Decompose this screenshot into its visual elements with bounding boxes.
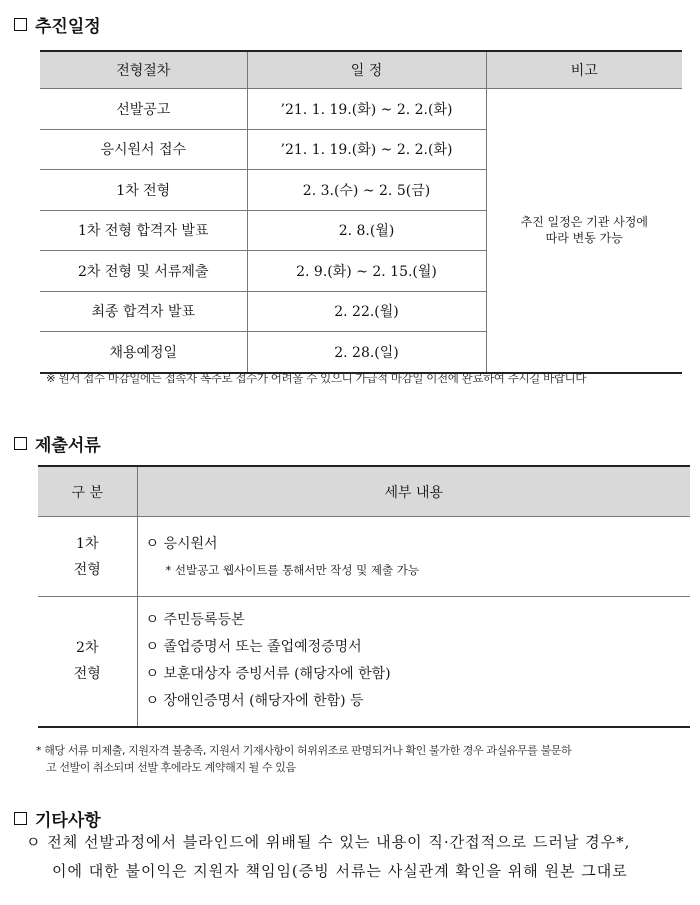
date-cell: ’21. 1. 19.(화) ~ 2. 2.(화) [247,129,486,170]
schedule-header-row [40,51,682,89]
table-row [40,89,682,130]
stage1-subnote: * 선발공고 웹사이트를 통해서만 작성 및 제출 가능 [165,563,420,577]
date-cell: 2. 9.(화) ~ 2. 15.(월) [247,251,486,292]
step-cell: 채용예정일 [40,332,247,373]
date-cell: 2. 8.(월) [247,210,486,251]
etc-line-2: 이에 대한 불이익은 지원자 책임임(증빙 서류는 사실관계 확인을 위해 원본 그대로 [52,862,628,880]
details-cell [137,597,690,727]
table-row [38,597,690,727]
checkbox-square-icon [14,18,27,31]
list-item: ㅇ 응시원서 [145,536,218,552]
etc-line-1: ㅇ 전체 선발과정에서 블라인드에 위배될 수 있는 내용이 직·간접적으로 드러날 경우*, [26,833,631,851]
header-note: 비고 [486,51,682,89]
schedule-table [40,50,682,374]
note-cell: 추진 일정은 기관 사정에 따라 변동 가능 [486,89,682,373]
section-title-etc: 기타사항 [14,806,101,831]
header-details: 세부 내용 [137,466,690,517]
list-item: ㅇ 주민등록등본 [145,612,245,629]
section-title-documents: 제출서류 [14,431,101,456]
checkbox-square-icon [14,812,27,825]
stage-cell: 1차 전형 [38,517,137,597]
documents-header-row [38,466,690,517]
step-cell: 응시원서 접수 [40,129,247,170]
step-cell: 2차 전형 및 서류제출 [40,251,247,292]
step-cell: 최종 합격자 발표 [40,291,247,332]
header-step: 전형절차 [40,51,247,89]
documents-table [38,465,690,728]
step-cell: 1차 전형 합격자 발표 [40,210,247,251]
stage-cell: 2차 전형 [38,597,137,727]
header-category: 구 분 [38,466,137,517]
date-cell: ’21. 1. 19.(화) ~ 2. 2.(화) [247,89,486,130]
header-date: 일 정 [247,51,486,89]
step-cell: 1차 전형 [40,170,247,211]
table-row [38,517,690,597]
checkbox-square-icon [14,437,27,450]
date-cell: 2. 22.(월) [247,291,486,332]
step-cell: 선발공고 [40,89,247,130]
list-item: ㅇ 졸업증명서 또는 졸업예정증명서 [145,639,362,656]
schedule-footnote: ※ 원서 접수 마감일에는 접속자 폭주로 접수가 어려울 수 있으니 가급적 마감일 이전에 완료하여 주시길 바랍니다 [46,371,586,385]
date-cell: 2. 3.(수) ~ 2. 5(금) [247,170,486,211]
documents-footnote: * 해당 서류 미제출, 지원자격 불충족, 지원서 기재사항이 허위위조로 판명되거나 확인 불가한 경우 과실유무를 불문하 고 선발이 취소되며 선발 후에라도 계약해지 될 수 있음 [36,744,572,774]
section-title-schedule: 추진일정 [14,12,101,37]
date-cell: 2. 28.(일) [247,332,486,373]
list-item: ㅇ 보훈대상자 증빙서류 (해당자에 한함) [145,666,391,683]
details-cell [137,517,690,597]
list-item: ㅇ 장애인증명서 (해당자에 한함) 등 [145,693,364,710]
